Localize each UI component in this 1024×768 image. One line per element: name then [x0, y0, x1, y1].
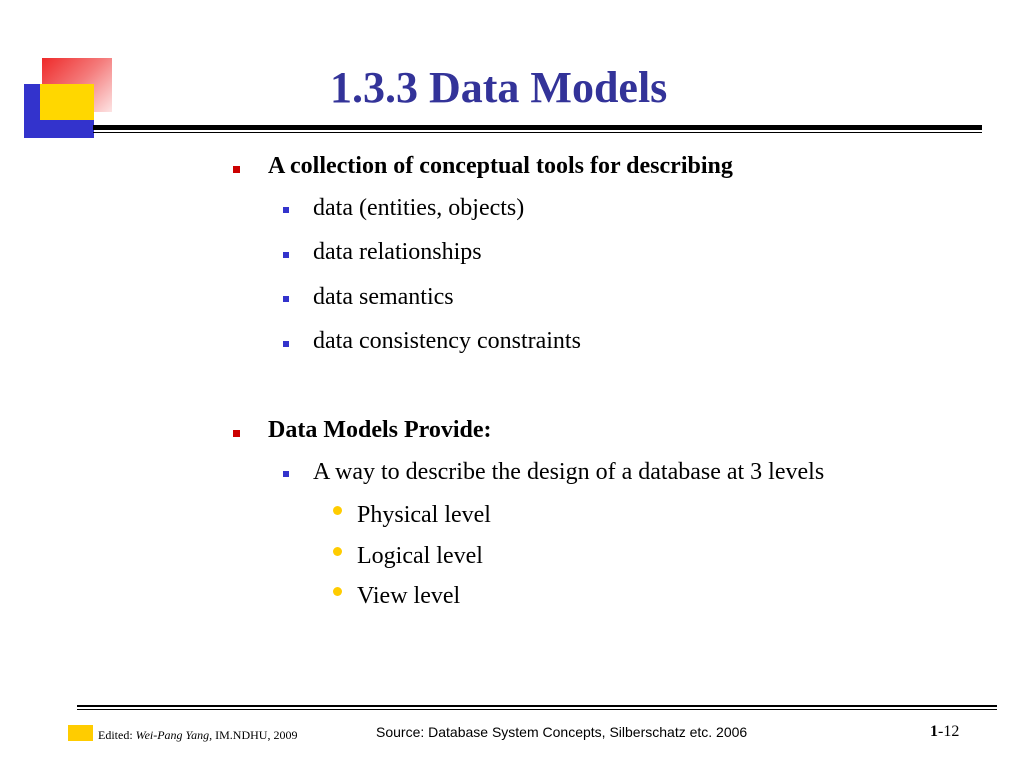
slide-title: 1.3.3 Data Models [330, 63, 668, 112]
level-item: Logical level [357, 543, 483, 569]
section2-heading: Data Models Provide: [268, 417, 492, 443]
square-bullet-icon [283, 296, 289, 302]
dot-bullet-icon [333, 547, 342, 556]
dot-bullet-icon [333, 587, 342, 596]
square-bullet-icon [283, 341, 289, 347]
page-chapter: 1 [930, 723, 938, 740]
footer-edited-prefix: Edited: [98, 728, 136, 742]
footer-divider [77, 705, 997, 707]
footer-yellow-box [68, 725, 93, 741]
level-item: View level [357, 583, 461, 609]
square-bullet-icon [233, 430, 240, 437]
square-bullet-icon [283, 252, 289, 258]
list-item: data consistency constraints [313, 328, 581, 354]
square-bullet-icon [233, 166, 240, 173]
footer-author: Wei-Pang Yang, [135, 728, 213, 742]
footer-divider-thin [77, 709, 997, 710]
list-item: data (entities, objects) [313, 195, 525, 221]
square-bullet-icon [283, 471, 289, 477]
section1-heading: A collection of conceptual tools for describing [268, 153, 733, 179]
page-number [930, 723, 959, 741]
page-index: -12 [938, 723, 960, 740]
footer-affiliation: IM.NDHU, 2009 [212, 728, 298, 742]
footer-source: Source: Database System Concepts, Silberschatz etc. 2006 [376, 724, 748, 740]
list-item: A way to describe the design of a database at 3 levels [313, 459, 825, 485]
list-item: data semantics [313, 284, 454, 310]
title-divider [93, 125, 982, 130]
square-bullet-icon [283, 207, 289, 213]
level-item: Physical level [357, 502, 491, 528]
footer-credit [98, 728, 297, 743]
yellow-square [40, 84, 94, 120]
list-item: data relationships [313, 239, 482, 265]
dot-bullet-icon [333, 506, 342, 515]
title-divider-thin [93, 132, 982, 133]
